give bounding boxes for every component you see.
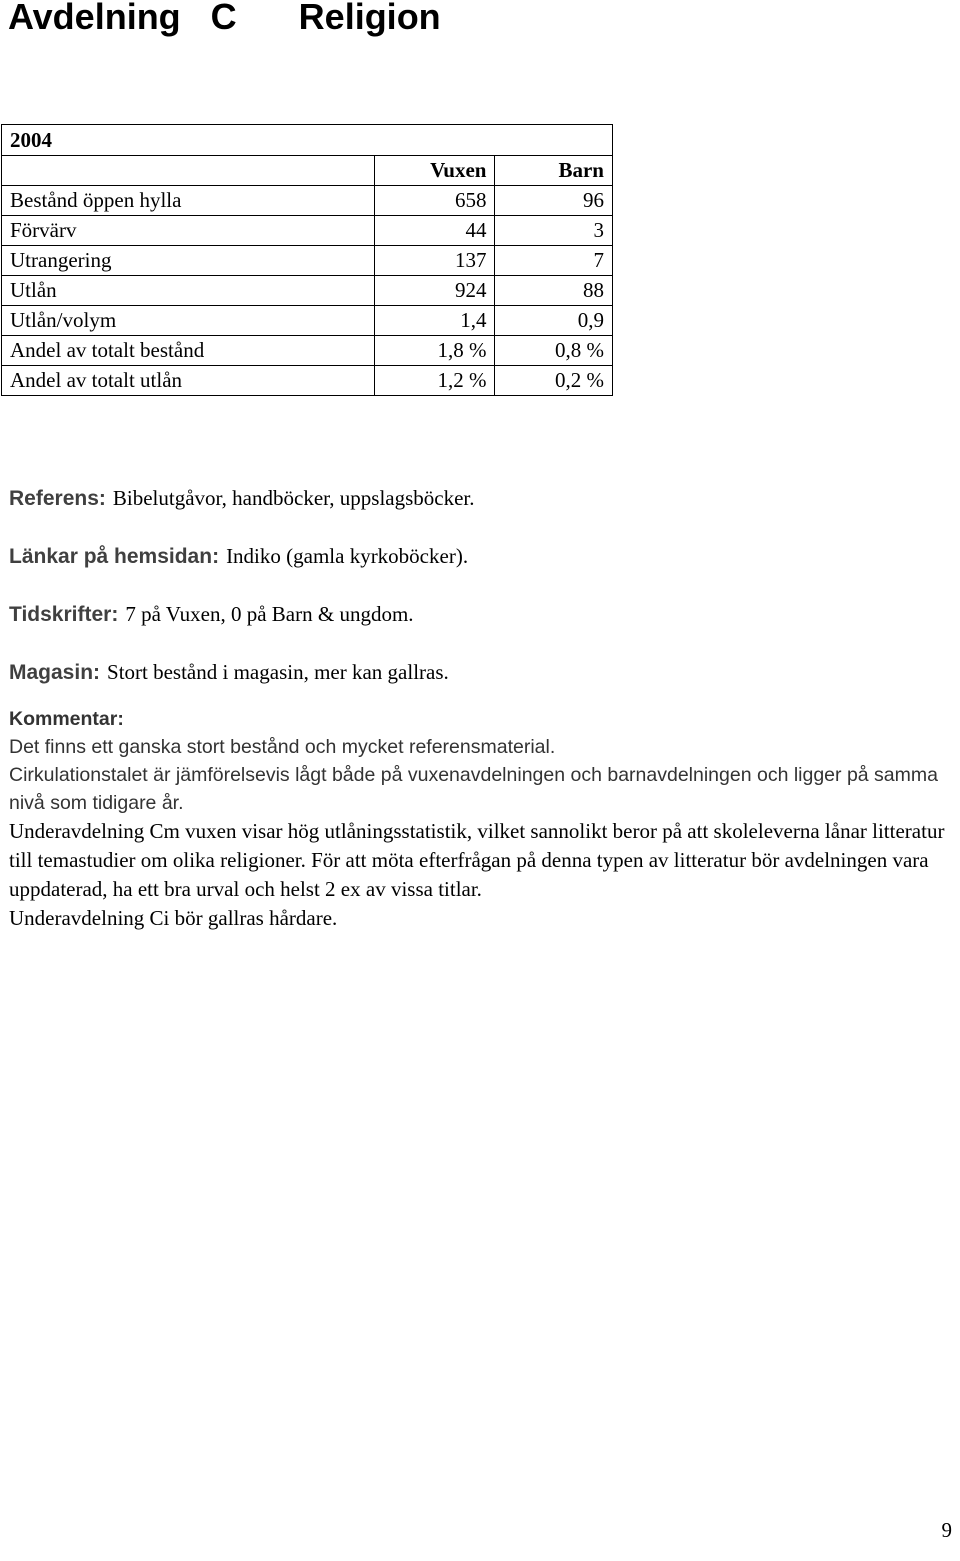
department-code: C <box>210 0 237 37</box>
table-year-row <box>2 125 613 156</box>
cell-barn: 7 <box>495 246 613 276</box>
cell-barn: 0,8 % <box>495 336 613 366</box>
table-row <box>2 246 613 276</box>
magasin-text: Stort bestånd i magasin, mer kan gallras. <box>107 660 449 684</box>
row-label: Utlån <box>2 276 375 306</box>
cell-vuxen: 1,2 % <box>375 366 495 396</box>
cell-barn: 96 <box>495 186 613 216</box>
row-label: Bestånd öppen hylla <box>2 186 375 216</box>
comment-paragraph-2: Cirkulationstalet är jämförelsevis lågt både på vuxenavdelningen och barnavdelningen och ligger på samma nivå som tidigare år. <box>9 764 938 814</box>
info-magasin <box>9 654 949 712</box>
comment-section <box>9 705 949 933</box>
page-title <box>8 0 441 40</box>
table-row <box>2 276 613 306</box>
table-row <box>2 336 613 366</box>
comment-paragraph-3: Underavdelning Cm vuxen visar hög utlåningsstatistik, vilket sannolikt beror på att skoleleverna lånar litteratur till temastudier om olika religioner. För att möta efterfrågan på denna typen av litteratur bör avdelningen vara uppdaterad, ha ett bra urval och helst 2 ex av vissa titlar. <box>9 819 945 901</box>
row-label: Andel av totalt bestånd <box>2 336 375 366</box>
page-number: 9 <box>941 1518 952 1542</box>
info-referens <box>9 480 949 538</box>
lankar-text: Indiko (gamla kyrkoböcker). <box>226 544 469 568</box>
department-subject: Religion <box>298 0 441 37</box>
table-header-row <box>2 156 613 186</box>
info-section <box>9 480 949 712</box>
table-year: 2004 <box>2 125 613 156</box>
cell-barn: 88 <box>495 276 613 306</box>
column-header-vuxen: Vuxen <box>375 156 495 186</box>
tidskrifter-label: Tidskrifter: <box>9 603 119 626</box>
info-tidskrifter <box>9 596 949 654</box>
table-row <box>2 306 613 336</box>
info-lankar <box>9 538 949 596</box>
table-row <box>2 216 613 246</box>
statistics-table <box>1 124 613 396</box>
referens-label: Referens: <box>9 487 106 510</box>
cell-vuxen: 137 <box>375 246 495 276</box>
row-label: Andel av totalt utlån <box>2 366 375 396</box>
cell-barn: 0,9 <box>495 306 613 336</box>
magasin-label: Magasin: <box>9 661 101 684</box>
comment-paragraph-1: Det finns ett ganska stort bestånd och mycket referensmaterial. <box>9 736 556 758</box>
tidskrifter-text: 7 på Vuxen, 0 på Barn & ungdom. <box>125 602 414 626</box>
comment-paragraph-4: Underavdelning Ci bör gallras hårdare. <box>9 906 338 930</box>
table-row <box>2 366 613 396</box>
comment-label: Kommentar: <box>9 708 124 730</box>
table-row <box>2 186 613 216</box>
cell-vuxen: 44 <box>375 216 495 246</box>
cell-vuxen: 924 <box>375 276 495 306</box>
row-label: Utlån/volym <box>2 306 375 336</box>
lankar-label: Länkar på hemsidan: <box>9 545 220 568</box>
referens-text: Bibelutgåvor, handböcker, uppslagsböcker. <box>112 486 475 510</box>
row-label: Utrangering <box>2 246 375 276</box>
cell-vuxen: 1,8 % <box>375 336 495 366</box>
column-header-barn: Barn <box>495 156 613 186</box>
cell-vuxen: 1,4 <box>375 306 495 336</box>
cell-vuxen: 658 <box>375 186 495 216</box>
cell-barn: 0,2 % <box>495 366 613 396</box>
row-label: Förvärv <box>2 216 375 246</box>
cell-barn: 3 <box>495 216 613 246</box>
table-header-empty <box>2 156 375 186</box>
department-label: Avdelning <box>8 0 181 37</box>
